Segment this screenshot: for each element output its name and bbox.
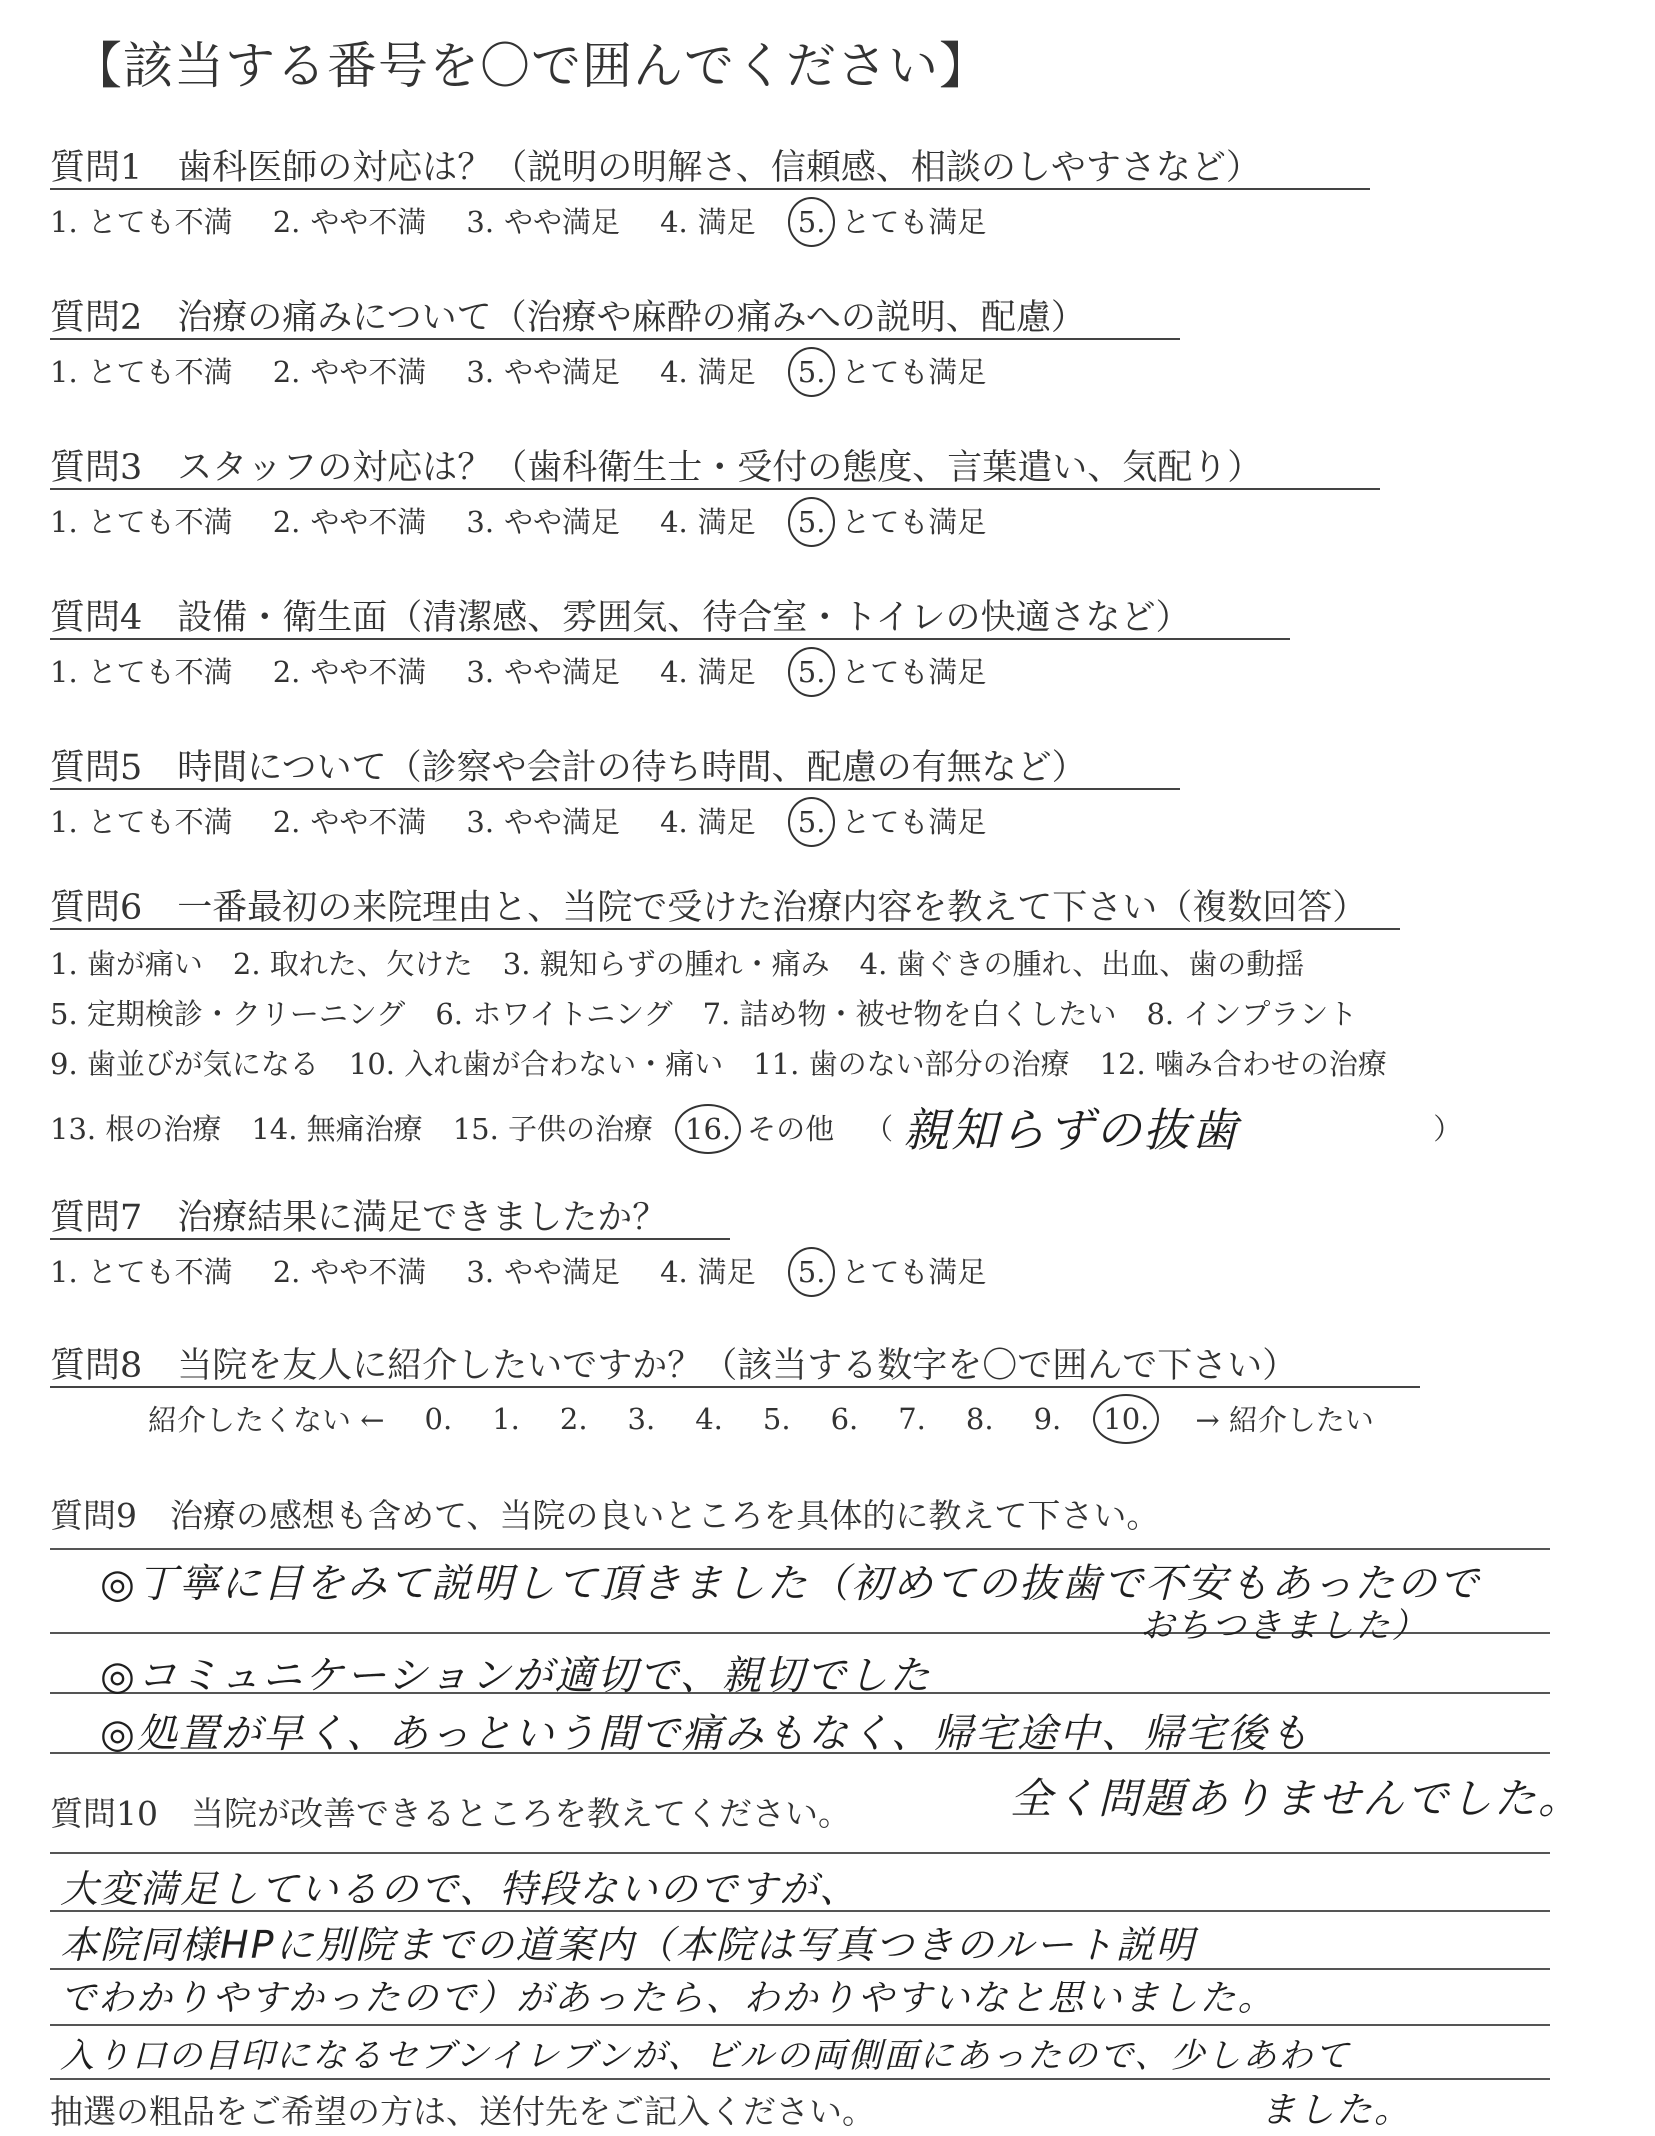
option-label: とても不満 — [87, 1255, 233, 1289]
q6-rule — [50, 928, 1400, 930]
q5-heading: 質問5 時間について（診察や会計の待ち時間、配慮の有無など） — [50, 748, 1087, 788]
q4-option-1[interactable] — [50, 650, 233, 691]
option-label: とても満足 — [841, 1255, 987, 1289]
q9-answer-line-5: 全く問題ありませんでした。 — [1010, 1774, 1583, 1823]
q7-option-5[interactable] — [796, 1250, 987, 1291]
q10-answer-line-4: 入り口の目印になるセブンイレブンが、ビルの両側面にあったので、少しあわて — [60, 2036, 1351, 2076]
q10-answer-line-2: 本院同様HPに別院までの道案内（本院は写真つきのルート説明 — [60, 1923, 1196, 1967]
q6-option-11[interactable]: 11. 歯のない部分の治療 — [753, 1047, 1070, 1081]
option-label: やや不満 — [310, 805, 427, 839]
q8-option-4[interactable] — [695, 1402, 733, 1436]
option-number: 2. — [272, 505, 301, 539]
q5-option-4[interactable] — [660, 800, 756, 841]
q4-option-4[interactable] — [660, 650, 756, 691]
q4-options — [50, 650, 1026, 691]
option-label: とても満足 — [841, 355, 987, 389]
q5-rule — [50, 788, 1180, 790]
option-number: 1. — [50, 205, 78, 239]
q7-rule — [50, 1238, 730, 1240]
option-label: とても不満 — [87, 805, 233, 839]
option-number: 2. — [559, 1401, 588, 1436]
q6-option-8[interactable]: 8. インプラント — [1146, 997, 1358, 1031]
page-title: 【該当する番号を〇で囲んでください】 — [72, 37, 990, 95]
q3-option-2[interactable] — [273, 500, 427, 541]
q6-option-13[interactable]: 13. 根の治療 — [50, 1111, 222, 1146]
q9-answer-line-2: おちつきました） — [1140, 1606, 1428, 1646]
q6-row-4 — [50, 1094, 1462, 1160]
q4-rule — [50, 638, 1290, 640]
option-label: やや満足 — [504, 805, 621, 839]
q1-option-3[interactable] — [466, 200, 620, 241]
q8-heading: 質問8 当院を友人に紹介したいですか？（該当する数字を〇で囲んで下さい） — [50, 1346, 1298, 1386]
option-number: 2. — [272, 205, 301, 239]
q10-line-5 — [50, 2078, 1550, 2080]
q6-option-5[interactable]: 5. 定期検診・クリーニング — [50, 997, 406, 1031]
option-label: とても満足 — [841, 655, 987, 689]
q9-answer-line-1: ◎丁寧に目をみて説明して頂きました（初めての抜歯で不安もあったので — [100, 1561, 1481, 1607]
option-number: 3. — [466, 505, 495, 539]
q6-option-9[interactable]: 9. 歯並びが気になる — [50, 1047, 319, 1081]
q5-option-1[interactable] — [50, 800, 233, 841]
option-label: 満足 — [697, 505, 756, 539]
q9-answer-line-4: ◎処置が早く、あっという間で痛みもなく、帰宅途中、帰宅後も — [100, 1711, 1311, 1757]
option-label: やや不満 — [310, 205, 427, 239]
q5-option-2[interactable] — [273, 800, 427, 841]
q7-option-3[interactable] — [466, 1250, 620, 1291]
option-number: 3. — [627, 1401, 656, 1436]
q6-option-10[interactable]: 10. 入れ歯が合わない・痛い — [348, 1047, 724, 1081]
option-number: 4. — [660, 1255, 688, 1289]
other-open-paren: （ — [864, 1111, 894, 1146]
q2-option-3[interactable] — [466, 350, 620, 391]
q8-option-8[interactable] — [966, 1402, 1004, 1436]
q1-heading: 質問1 歯科医師の対応は？（説明の明解さ、信頼感、相談のしやすさなど） — [50, 148, 1261, 188]
q2-option-4[interactable] — [660, 350, 756, 391]
q8-option-7[interactable] — [898, 1402, 936, 1436]
selected-circle: 5. — [788, 197, 836, 247]
q4-option-3[interactable] — [466, 650, 620, 691]
option-label: とても不満 — [87, 205, 233, 239]
q6-row-1 — [50, 942, 1334, 983]
q6-option-6[interactable]: 6. ホワイトニング — [435, 997, 673, 1031]
option-number: 3. — [466, 1255, 495, 1289]
q7-option-4[interactable] — [660, 1250, 756, 1291]
q5-option-5[interactable] — [796, 800, 987, 841]
q6-heading: 質問6 一番最初の来院理由と、当院で受けた治療内容を教えて下さい（複数回答） — [50, 888, 1368, 928]
option-number: 2. — [272, 355, 301, 389]
q8-option-6[interactable] — [831, 1402, 869, 1436]
q9-answer-line-3: ◎コミュニケーションが適切で、親切でした — [100, 1653, 932, 1699]
q6-option-12[interactable]: 12. 噛み合わせの治療 — [1099, 1047, 1387, 1081]
selected-circle: 5. — [788, 1247, 836, 1297]
option-label: とても満足 — [841, 805, 987, 839]
q2-heading: 質問2 治療の痛みについて（治療や麻酔の痛みへの説明、配慮） — [50, 298, 1086, 338]
q6-row-3 — [50, 1042, 1417, 1083]
q10-answer-line-1: 大変満足しているので、特段ないのですが、 — [60, 1867, 860, 1911]
q2-option-1[interactable] — [50, 350, 233, 391]
option-label: やや満足 — [504, 505, 621, 539]
q6-option-14[interactable]: 14. 無痛治療 — [251, 1111, 423, 1146]
option-label: やや満足 — [504, 205, 621, 239]
q6-option-15[interactable]: 15. 子供の治療 — [452, 1111, 654, 1146]
option-number: 1. — [50, 505, 78, 539]
selected-circle: 5. — [788, 347, 836, 397]
option-number: 5. — [762, 1401, 791, 1436]
q4-option-2[interactable] — [273, 650, 427, 691]
q3-option-5[interactable] — [796, 500, 987, 541]
q1-option-2[interactable] — [273, 200, 427, 241]
option-number: 0. — [424, 1401, 453, 1436]
q7-options — [50, 1250, 1026, 1291]
option-number: 3. — [466, 655, 495, 689]
option-label: とても不満 — [87, 505, 233, 539]
option-number: 2. — [272, 655, 301, 689]
option-number: 4. — [695, 1401, 723, 1436]
q8-rule — [50, 1386, 1420, 1388]
option-label: やや不満 — [310, 505, 427, 539]
q10-answer-line-5: ました。 — [1260, 2090, 1413, 2131]
other-close-paren: ） — [1433, 1111, 1463, 1146]
q6-option-2[interactable]: 2. 取れた、欠けた — [232, 947, 473, 981]
option-number: 1. — [50, 655, 78, 689]
option-number: 1. — [50, 805, 78, 839]
q3-options — [50, 500, 1026, 541]
selected-circle: 10. — [1093, 1394, 1159, 1444]
option-number: 1. — [50, 355, 78, 389]
option-label: とても満足 — [841, 205, 987, 239]
q8-option-3[interactable] — [628, 1402, 666, 1436]
q8-option-1[interactable] — [492, 1402, 530, 1436]
q10-line-4 — [50, 2024, 1550, 2026]
q2-rule — [50, 338, 1180, 340]
option-label: やや不満 — [310, 355, 427, 389]
selected-circle: 5. — [788, 797, 836, 847]
q1-rule — [50, 188, 1370, 190]
q1-option-4[interactable] — [660, 200, 756, 241]
q2-option-2[interactable] — [273, 350, 427, 391]
option-number: 3. — [466, 355, 495, 389]
option-number: 2. — [272, 1255, 301, 1289]
option-label: やや満足 — [504, 1255, 621, 1289]
option-label: とても満足 — [841, 505, 987, 539]
q9-heading: 質問9 治療の感想も含めて、当院の良いところを具体的に教えて下さい。 — [50, 1496, 1160, 1535]
q6-row-2 — [50, 992, 1387, 1033]
q6-option-7[interactable]: 7. 詰め物・被せ物を白くしたい — [702, 997, 1117, 1031]
option-label: とても不満 — [87, 655, 233, 689]
q8-option-2[interactable] — [560, 1402, 598, 1436]
option-label: やや不満 — [310, 655, 427, 689]
option-number: 4. — [660, 505, 688, 539]
option-number: 4. — [660, 655, 688, 689]
option-number: 8. — [965, 1401, 994, 1436]
q7-heading: 質問7 治療結果に満足できましたか？ — [50, 1198, 668, 1238]
q3-option-4[interactable] — [660, 500, 756, 541]
q5-options — [50, 800, 1026, 841]
q10-answer-line-3: でわかりやすかったので）があったら、わかりやすいなと思いました。 — [60, 1978, 1276, 2019]
option-label: 満足 — [697, 805, 756, 839]
q3-option-3[interactable] — [466, 500, 620, 541]
footer-note: 抽選の粗品をご希望の方は、送付先をご記入ください。 — [50, 2092, 875, 2131]
q10-heading: 質問10 当院が改善できるところを教えてください。 — [50, 1794, 851, 1833]
option-number: 6. — [830, 1401, 859, 1436]
option-label: 満足 — [697, 655, 756, 689]
option-label: やや満足 — [504, 655, 621, 689]
q8-option-5[interactable] — [763, 1402, 801, 1436]
q6-option-3[interactable]: 3. 親知らずの腫れ・痛み — [502, 947, 830, 981]
q1-options — [50, 200, 1026, 241]
option-number: 3. — [466, 805, 495, 839]
selected-circle: 5. — [788, 647, 836, 697]
option-label: 満足 — [697, 205, 756, 239]
q7-option-2[interactable] — [273, 1250, 427, 1291]
q1-option-1[interactable] — [50, 200, 233, 241]
option-label: やや不満 — [310, 1255, 427, 1289]
q2-option-5[interactable] — [796, 350, 987, 391]
q8-option-9[interactable] — [1034, 1402, 1072, 1436]
option-number: 2. — [272, 805, 301, 839]
q10-line-1 — [50, 1852, 1550, 1854]
q6-option-16-label: その他 — [747, 1111, 835, 1146]
q8-left-label: 紹介したくない ← — [148, 1403, 385, 1437]
option-number: 9. — [1033, 1401, 1062, 1436]
selected-circle: 5. — [788, 497, 836, 547]
q4-heading: 質問4 設備・衛生面（清潔感、雰囲気、待合室・トイレの快適さなど） — [50, 598, 1191, 638]
option-number: 4. — [660, 805, 688, 839]
q3-heading: 質問3 スタッフの対応は？（歯科衛生士・受付の態度、言葉遣い、気配り） — [50, 448, 1263, 488]
q3-rule — [50, 488, 1380, 490]
q1-option-5[interactable] — [796, 200, 987, 241]
q8-right-label: → 紹介したい — [1195, 1403, 1374, 1437]
option-label: 満足 — [697, 355, 756, 389]
q8-option-0[interactable] — [425, 1402, 463, 1436]
option-number: 1. — [492, 1401, 520, 1436]
option-number: 4. — [660, 205, 688, 239]
q5-option-3[interactable] — [466, 800, 620, 841]
q9-line-1 — [50, 1548, 1550, 1550]
q6-option-16[interactable] — [683, 1107, 834, 1148]
q8-scale — [148, 1398, 1374, 1439]
option-number: 7. — [898, 1401, 926, 1436]
option-number: 3. — [466, 205, 495, 239]
option-label: 満足 — [697, 1255, 756, 1289]
q8-option-10[interactable] — [1101, 1403, 1165, 1435]
q2-options — [50, 350, 1026, 391]
q6-other-handwritten[interactable]: 親知らずの抜歯 — [903, 1103, 1240, 1157]
selected-circle: 16. — [675, 1104, 741, 1154]
q3-option-1[interactable] — [50, 500, 233, 541]
q4-option-5[interactable] — [796, 650, 987, 691]
q6-option-1[interactable]: 1. 歯が痛い — [50, 947, 203, 981]
q6-option-4[interactable]: 4. 歯ぐきの腫れ、出血、歯の動揺 — [859, 947, 1305, 981]
option-number: 1. — [50, 1255, 78, 1289]
option-label: とても不満 — [87, 355, 233, 389]
option-number: 4. — [660, 355, 688, 389]
option-label: やや満足 — [504, 355, 621, 389]
q7-option-1[interactable] — [50, 1250, 233, 1291]
